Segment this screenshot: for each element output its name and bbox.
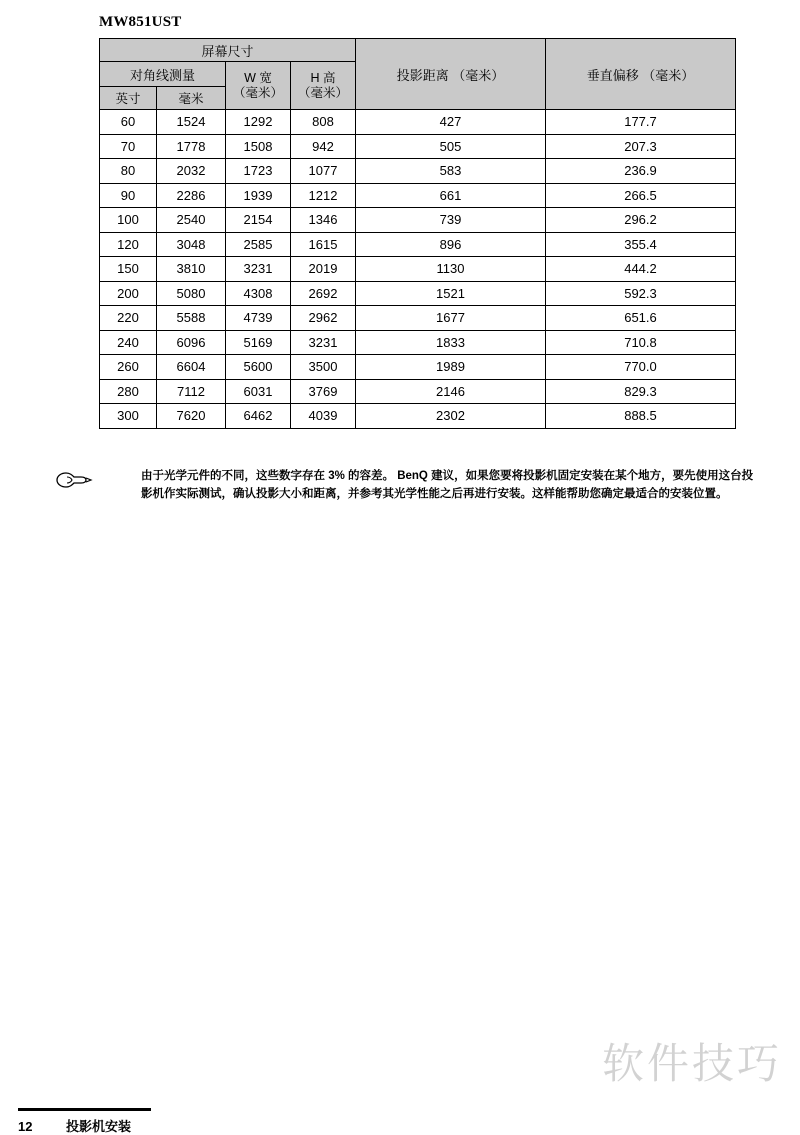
cell-mm: 3810 [157, 257, 226, 282]
cell-dist: 661 [356, 183, 546, 208]
cell-mm: 7620 [157, 404, 226, 429]
header-width [226, 62, 291, 110]
cell-inch: 100 [100, 208, 157, 233]
cell-offset: 770.0 [546, 355, 736, 380]
cell-h: 2019 [291, 257, 356, 282]
cell-mm: 6604 [157, 355, 226, 380]
table-header [100, 39, 736, 110]
cell-dist: 427 [356, 110, 546, 135]
cell-w: 6462 [226, 404, 291, 429]
cell-mm: 5080 [157, 281, 226, 306]
cell-mm: 1524 [157, 110, 226, 135]
cell-h: 3231 [291, 330, 356, 355]
header-screen-size: 屏幕尺寸 [100, 39, 356, 62]
cell-h: 942 [291, 134, 356, 159]
cell-offset: 710.8 [546, 330, 736, 355]
cell-h: 4039 [291, 404, 356, 429]
cell-inch: 150 [100, 257, 157, 282]
footer-label: 投影机安装 [66, 1119, 132, 1134]
cell-offset: 444.2 [546, 257, 736, 282]
cell-mm: 6096 [157, 330, 226, 355]
cell-dist: 505 [356, 134, 546, 159]
cell-inch: 300 [100, 404, 157, 429]
cell-inch: 260 [100, 355, 157, 380]
cell-inch: 60 [100, 110, 157, 135]
pointing-hand-icon [55, 470, 93, 490]
cell-inch: 80 [100, 159, 157, 184]
cell-offset: 266.5 [546, 183, 736, 208]
cell-mm: 2032 [157, 159, 226, 184]
cell-w: 3231 [226, 257, 291, 282]
table-row [100, 330, 736, 355]
table-row [100, 208, 736, 233]
cell-h: 808 [291, 110, 356, 135]
cell-dist: 2302 [356, 404, 546, 429]
cell-h: 1615 [291, 232, 356, 257]
header-width-unit: （毫米） [232, 85, 283, 100]
cell-w: 1723 [226, 159, 291, 184]
table-body [100, 110, 736, 429]
table-row [100, 257, 736, 282]
cell-mm: 2540 [157, 208, 226, 233]
cell-w: 1292 [226, 110, 291, 135]
table-row [100, 183, 736, 208]
model-title: MW851UST [99, 14, 182, 30]
cell-w: 1508 [226, 134, 291, 159]
cell-mm: 5588 [157, 306, 226, 331]
table-row [100, 379, 736, 404]
cell-inch: 90 [100, 183, 157, 208]
cell-inch: 240 [100, 330, 157, 355]
header-mm: 毫米 [157, 87, 226, 110]
cell-h: 3500 [291, 355, 356, 380]
table-row [100, 232, 736, 257]
cell-dist: 1989 [356, 355, 546, 380]
table-header-row-1 [100, 39, 736, 62]
footer-page-number: 12 [18, 1119, 33, 1134]
table-row [100, 306, 736, 331]
header-height-unit: （毫米） [297, 85, 348, 100]
cell-w: 1939 [226, 183, 291, 208]
cell-dist: 583 [356, 159, 546, 184]
cell-offset: 236.9 [546, 159, 736, 184]
cell-mm: 1778 [157, 134, 226, 159]
watermark-text: 软件技巧 [601, 1040, 782, 1087]
table-row [100, 134, 736, 159]
table-row [100, 159, 736, 184]
footer [18, 1116, 131, 1135]
header-height [291, 62, 356, 110]
cell-offset: 177.7 [546, 110, 736, 135]
cell-w: 2585 [226, 232, 291, 257]
cell-offset: 296.2 [546, 208, 736, 233]
table-row [100, 281, 736, 306]
cell-h: 2962 [291, 306, 356, 331]
cell-h: 1212 [291, 183, 356, 208]
cell-offset: 829.3 [546, 379, 736, 404]
table-row [100, 404, 736, 429]
cell-inch: 220 [100, 306, 157, 331]
cell-w: 5600 [226, 355, 291, 380]
cell-offset: 651.6 [546, 306, 736, 331]
cell-mm: 7112 [157, 379, 226, 404]
cell-offset: 207.3 [546, 134, 736, 159]
cell-dist: 1130 [356, 257, 546, 282]
table-row [100, 355, 736, 380]
cell-inch: 120 [100, 232, 157, 257]
header-vertical-offset: 垂直偏移 （毫米） [546, 39, 736, 110]
cell-dist: 896 [356, 232, 546, 257]
header-height-label: H 高 [310, 71, 336, 86]
header-width-label: W 宽 [244, 71, 272, 86]
header-projection-distance: 投影距离 （毫米） [356, 39, 546, 110]
cell-dist: 1833 [356, 330, 546, 355]
cell-w: 4308 [226, 281, 291, 306]
cell-w: 5169 [226, 330, 291, 355]
cell-offset: 355.4 [546, 232, 736, 257]
cell-dist: 1521 [356, 281, 546, 306]
cell-h: 1077 [291, 159, 356, 184]
cell-dist: 1677 [356, 306, 546, 331]
cell-h: 2692 [291, 281, 356, 306]
header-inch: 英寸 [100, 87, 157, 110]
cell-w: 4739 [226, 306, 291, 331]
cell-h: 3769 [291, 379, 356, 404]
cell-mm: 3048 [157, 232, 226, 257]
cell-mm: 2286 [157, 183, 226, 208]
table-row [100, 110, 736, 135]
footer-divider [18, 1108, 151, 1111]
cell-offset: 888.5 [546, 404, 736, 429]
header-diagonal: 对角线测量 [100, 62, 226, 87]
cell-dist: 2146 [356, 379, 546, 404]
cell-offset: 592.3 [546, 281, 736, 306]
cell-inch: 70 [100, 134, 157, 159]
projection-size-table [99, 38, 736, 429]
cell-dist: 739 [356, 208, 546, 233]
cell-w: 6031 [226, 379, 291, 404]
cell-inch: 280 [100, 379, 157, 404]
cell-w: 2154 [226, 208, 291, 233]
cell-inch: 200 [100, 281, 157, 306]
tolerance-note: 由于光学元件的不同，这些数字存在 3% 的容差。 BenQ 建议，如果您要将投影机固定安装在某个地方，要先使用这台投影机作实际测试，确认投影大小和距离，并参考其光学性能之后再进行安装。这样能帮助您确定最适合的安装位置。 [141, 470, 754, 500]
cell-h: 1346 [291, 208, 356, 233]
